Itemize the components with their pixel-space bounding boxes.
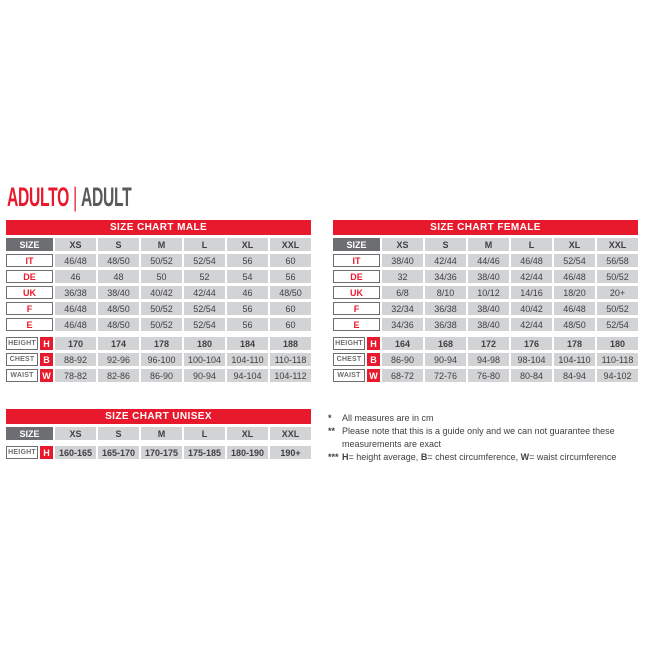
table-header-row xyxy=(6,238,311,251)
note-text xyxy=(342,425,640,451)
size-cell: 50/52 xyxy=(141,318,182,331)
measure-cell: 175-185 xyxy=(184,446,225,459)
measure-cell: 100-104 xyxy=(184,353,225,366)
size-chart-unisex-table xyxy=(6,409,311,459)
size-cell: 38/40 xyxy=(382,254,423,267)
column-header: XXL xyxy=(270,238,311,251)
size-cell: 46 xyxy=(227,286,268,299)
size-row-label: UK xyxy=(333,286,380,299)
page-title-secondary: ADULT xyxy=(80,182,132,212)
measure-cell: 172 xyxy=(468,337,509,350)
measure-label-group xyxy=(6,353,53,366)
size-cell: 60 xyxy=(270,302,311,315)
size-cell: 52 xyxy=(184,270,225,283)
note-marker: *** xyxy=(328,452,339,462)
measure-cell: 170 xyxy=(55,337,96,350)
size-row-label: DE xyxy=(6,270,53,283)
note-segment: = chest circumference, xyxy=(427,452,521,462)
measure-row xyxy=(333,353,638,366)
size-cell: 52/54 xyxy=(554,254,595,267)
size-cell: 8/10 xyxy=(425,286,466,299)
measure-cell: 88-92 xyxy=(55,353,96,366)
note-segment: Please note that this is a guide only and we can not guarantee these measurements are exact xyxy=(342,426,615,449)
column-header: M xyxy=(141,427,182,440)
measure-cell: 180 xyxy=(184,337,225,350)
measure-cell: 90-94 xyxy=(425,353,466,366)
size-cell: 46/48 xyxy=(55,302,96,315)
size-cell: 50 xyxy=(141,270,182,283)
size-cell: 40/42 xyxy=(511,302,552,315)
size-row-label: E xyxy=(333,318,380,331)
size-cell: 60 xyxy=(270,318,311,331)
size-row-label: IT xyxy=(333,254,380,267)
measure-cell: 170-175 xyxy=(141,446,182,459)
measure-cell: 92-96 xyxy=(98,353,139,366)
size-row xyxy=(333,302,638,315)
measure-label-group xyxy=(333,353,380,366)
column-header: XS xyxy=(382,238,423,251)
measure-cell: 180 xyxy=(597,337,638,350)
column-header: L xyxy=(184,427,225,440)
measure-row xyxy=(6,353,311,366)
measure-cell: 86-90 xyxy=(141,369,182,382)
size-cell: 56 xyxy=(227,318,268,331)
measure-cell: 94-104 xyxy=(227,369,268,382)
size-cell: 34/36 xyxy=(425,270,466,283)
measure-name-label: HEIGHT xyxy=(333,337,365,350)
measure-cell: 68-72 xyxy=(382,369,423,382)
note-segment: = height average, xyxy=(348,452,421,462)
size-cell: 56 xyxy=(270,270,311,283)
table-header-row xyxy=(6,427,311,440)
table-title-bar: SIZE CHART MALE xyxy=(6,220,311,235)
measure-cell: 164 xyxy=(382,337,423,350)
size-cell: 38/40 xyxy=(468,270,509,283)
measure-cell: 96-100 xyxy=(141,353,182,366)
notes-section xyxy=(328,412,640,464)
measure-row xyxy=(6,369,311,382)
measure-cell: 84-94 xyxy=(554,369,595,382)
column-header: S xyxy=(98,238,139,251)
size-cell: 56 xyxy=(227,302,268,315)
size-cell: 48/50 xyxy=(98,318,139,331)
note-segment: H xyxy=(342,452,349,462)
note-segment: = waist circumference xyxy=(529,452,617,462)
column-header: XL xyxy=(554,238,595,251)
measure-cell: 76-80 xyxy=(468,369,509,382)
measure-letter-badge: W xyxy=(40,369,53,382)
measure-cell: 176 xyxy=(511,337,552,350)
size-cell: 56 xyxy=(227,254,268,267)
table-header-row xyxy=(333,238,638,251)
table-title-bar: SIZE CHART UNISEX xyxy=(6,409,311,424)
measure-label-group xyxy=(6,446,53,459)
measure-label-group xyxy=(6,337,53,350)
column-header: S xyxy=(425,238,466,251)
size-row-label: F xyxy=(6,302,53,315)
size-cell: 52/54 xyxy=(184,318,225,331)
measure-name-label: HEIGHT xyxy=(6,337,38,350)
size-cell: 36/38 xyxy=(425,318,466,331)
size-cell: 48/50 xyxy=(98,254,139,267)
size-cell: 50/52 xyxy=(141,302,182,315)
size-cell: 10/12 xyxy=(468,286,509,299)
title-separator: | xyxy=(73,182,77,212)
measure-row xyxy=(6,446,311,459)
measure-cell: 86-90 xyxy=(382,353,423,366)
measure-cell: 178 xyxy=(554,337,595,350)
measure-name-label: HEIGHT xyxy=(6,446,38,459)
size-cell: 42/44 xyxy=(511,318,552,331)
size-cell: 38/40 xyxy=(98,286,139,299)
measure-row xyxy=(333,369,638,382)
size-cell: 52/54 xyxy=(184,254,225,267)
measure-cell: 78-82 xyxy=(55,369,96,382)
column-header: XXL xyxy=(270,427,311,440)
note-segment: All measures are in cm xyxy=(342,413,434,423)
size-row xyxy=(6,302,311,315)
page-title-primary: ADULTO xyxy=(7,182,70,212)
note-item xyxy=(328,425,640,451)
size-row-label: UK xyxy=(6,286,53,299)
note-item xyxy=(328,412,640,425)
size-cell: 52/54 xyxy=(184,302,225,315)
size-cell: 50/52 xyxy=(597,270,638,283)
measure-letter-badge: H xyxy=(40,337,53,350)
note-item xyxy=(328,451,640,464)
measure-cell: 178 xyxy=(141,337,182,350)
size-cell: 50/52 xyxy=(597,302,638,315)
measure-cell: 104-110 xyxy=(227,353,268,366)
size-row-label: IT xyxy=(6,254,53,267)
size-column-header: SIZE xyxy=(333,238,380,251)
size-row xyxy=(333,286,638,299)
size-cell: 56/58 xyxy=(597,254,638,267)
measure-row xyxy=(333,337,638,350)
measure-cell: 94-98 xyxy=(468,353,509,366)
size-cell: 40/42 xyxy=(141,286,182,299)
measure-letter-badge: W xyxy=(367,369,380,382)
measure-cell: 184 xyxy=(227,337,268,350)
size-cell: 48/50 xyxy=(98,302,139,315)
measure-cell: 160-165 xyxy=(55,446,96,459)
column-header: XXL xyxy=(597,238,638,251)
column-header: XS xyxy=(55,238,96,251)
note-segment: W xyxy=(520,452,530,462)
table-title-bar: SIZE CHART FEMALE xyxy=(333,220,638,235)
size-cell: 46/48 xyxy=(554,302,595,315)
size-row-label: DE xyxy=(333,270,380,283)
note-marker: * xyxy=(328,413,332,423)
size-column-header: SIZE xyxy=(6,427,53,440)
measure-label-group xyxy=(333,337,380,350)
measure-name-label: WAIST xyxy=(6,369,38,382)
note-segment: B xyxy=(420,452,428,462)
measure-letter-badge: B xyxy=(367,353,380,366)
size-cell: 54 xyxy=(227,270,268,283)
measure-cell: 180-190 xyxy=(227,446,268,459)
size-cell: 42/44 xyxy=(511,270,552,283)
measure-name-label: CHEST xyxy=(6,353,38,366)
size-cell: 32 xyxy=(382,270,423,283)
measure-cell: 82-86 xyxy=(98,369,139,382)
size-cell: 36/38 xyxy=(55,286,96,299)
measure-cell: 168 xyxy=(425,337,466,350)
size-cell: 20+ xyxy=(597,286,638,299)
note-marker: ** xyxy=(328,426,336,436)
size-cell: 38/40 xyxy=(468,302,509,315)
measure-label-group xyxy=(333,369,380,382)
size-cell: 36/38 xyxy=(425,302,466,315)
measure-cell: 174 xyxy=(98,337,139,350)
size-cell: 50/52 xyxy=(141,254,182,267)
size-cell: 46/48 xyxy=(55,254,96,267)
measure-letter-badge: B xyxy=(40,353,53,366)
measure-cell: 94-102 xyxy=(597,369,638,382)
measure-cell: 190+ xyxy=(270,446,311,459)
size-row-label: F xyxy=(333,302,380,315)
measure-cell: 188 xyxy=(270,337,311,350)
size-cell: 34/36 xyxy=(382,318,423,331)
size-cell: 32/34 xyxy=(382,302,423,315)
size-row xyxy=(333,254,638,267)
size-row xyxy=(6,270,311,283)
column-header: M xyxy=(468,238,509,251)
size-cell: 46/48 xyxy=(55,318,96,331)
note-text xyxy=(342,412,640,425)
size-cell: 48/50 xyxy=(554,318,595,331)
measure-name-label: WAIST xyxy=(333,369,365,382)
column-header: XS xyxy=(55,427,96,440)
measure-label-group xyxy=(6,369,53,382)
column-header: M xyxy=(141,238,182,251)
size-cell: 46/48 xyxy=(554,270,595,283)
size-cell: 42/44 xyxy=(184,286,225,299)
size-row xyxy=(333,318,638,331)
size-row-label: E xyxy=(6,318,53,331)
measure-name-label: CHEST xyxy=(333,353,365,366)
size-chart-male-table xyxy=(6,220,311,382)
measure-cell: 110-118 xyxy=(270,353,311,366)
measure-row xyxy=(6,337,311,350)
column-header: L xyxy=(511,238,552,251)
size-cell: 48/50 xyxy=(270,286,311,299)
size-row xyxy=(6,318,311,331)
size-cell: 18/20 xyxy=(554,286,595,299)
measure-cell: 110-118 xyxy=(597,353,638,366)
measure-cell: 98-104 xyxy=(511,353,552,366)
column-header: XL xyxy=(227,238,268,251)
measure-cell: 72-76 xyxy=(425,369,466,382)
measure-letter-badge: H xyxy=(40,446,53,459)
size-row xyxy=(6,286,311,299)
size-cell: 48 xyxy=(98,270,139,283)
size-row xyxy=(6,254,311,267)
size-row xyxy=(333,270,638,283)
size-cell: 44/46 xyxy=(468,254,509,267)
size-cell: 14/16 xyxy=(511,286,552,299)
measure-cell: 90-94 xyxy=(184,369,225,382)
measure-cell: 165-170 xyxy=(98,446,139,459)
column-header: L xyxy=(184,238,225,251)
size-cell: 60 xyxy=(270,254,311,267)
size-cell: 46 xyxy=(55,270,96,283)
size-cell: 38/40 xyxy=(468,318,509,331)
column-header: S xyxy=(98,427,139,440)
size-cell: 42/44 xyxy=(425,254,466,267)
note-text xyxy=(342,451,640,464)
size-cell: 52/54 xyxy=(597,318,638,331)
size-chart-female-table xyxy=(333,220,638,382)
size-cell: 6/8 xyxy=(382,286,423,299)
size-cell: 46/48 xyxy=(511,254,552,267)
column-header: XL xyxy=(227,427,268,440)
page-title xyxy=(7,184,131,211)
measure-cell: 104-112 xyxy=(270,369,311,382)
measure-letter-badge: H xyxy=(367,337,380,350)
size-column-header: SIZE xyxy=(6,238,53,251)
measure-cell: 104-110 xyxy=(554,353,595,366)
measure-cell: 80-84 xyxy=(511,369,552,382)
